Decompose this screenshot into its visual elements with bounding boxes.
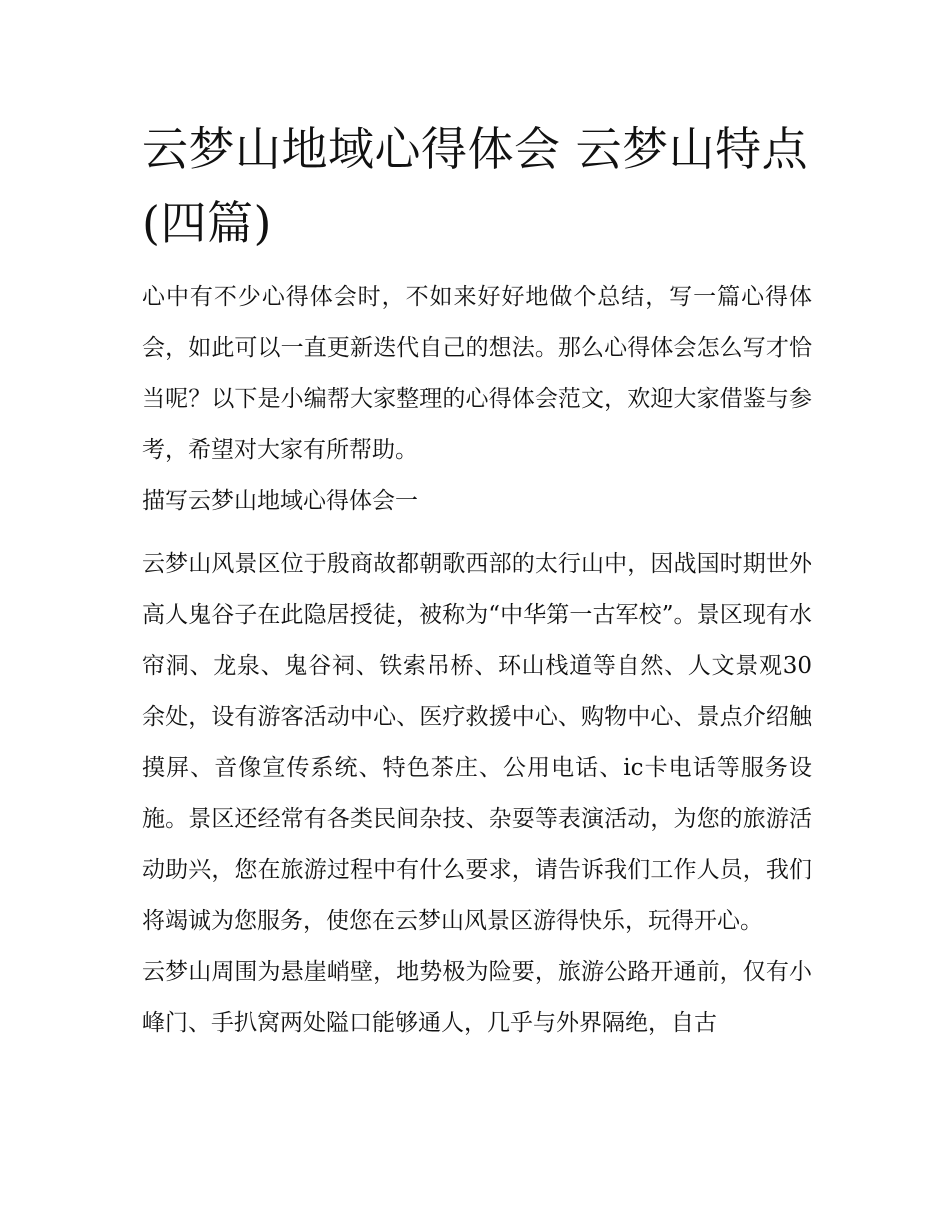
body-paragraph: 云梦山周围为悬崖峭壁，地势极为险要，旅游公路开通前，仅有小峰门、手扒窝两处隘口能够通人，几乎与外界隔绝，自古	[142, 959, 812, 1036]
body-paragraph: 云梦山风景区位于殷商故都朝歌西部的太行山中，因战国时期世外高人鬼谷子在此隐居授徒，被称为“中华第一古军校”。景区现有水帘洞、龙泉、鬼谷祠、铁索吊桥、环山栈道等自然、人文景观30余处，设有游客活动中心、医疗救援中心、购物中心、景点介绍触摸屏、音像宣传系统、特色茶庄、公用电话、ic卡电话等服务设施。景区还经常有各类民间杂技、杂耍等表演活动，为您的旅游活动助兴，您在旅游过程中有什么要求，请告诉我们工作人员，我们将竭诚为您服务，使您在云梦山风景区游得快乐，玩得开心。	[142, 551, 812, 934]
document-page	[142, 112, 812, 1049]
section-heading: 描写云梦山地域心得体会一	[142, 488, 418, 514]
intro-paragraph: 心中有不少心得体会时，不如来好好地做个总结，写一篇心得体会，如此可以一直更新迭代自己的想法。那么心得体会怎么写才恰当呢？以下是小编帮大家整理的心得体会范文，欢迎大家借鉴与参考，希望对大家有所帮助。	[142, 284, 812, 463]
document-title: 云梦山地域心得体会 云梦山特点(四篇)	[142, 122, 809, 250]
